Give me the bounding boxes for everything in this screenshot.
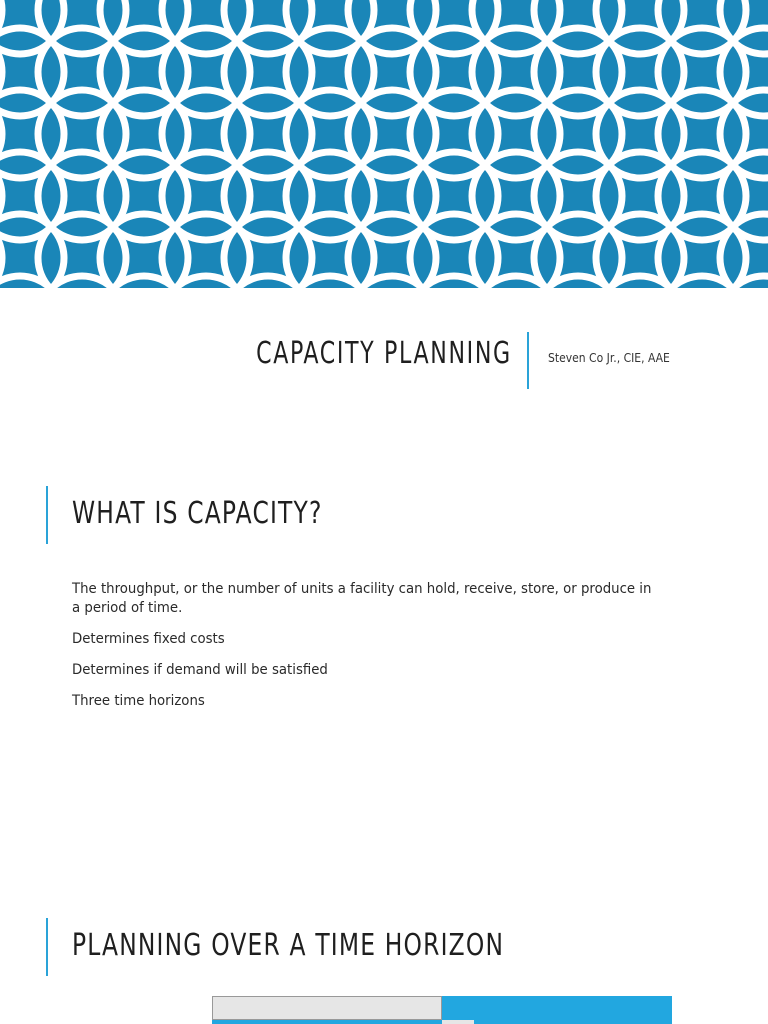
slide-title: PLANNING OVER A TIME HORIZON	[72, 928, 505, 963]
time-horizon-table	[212, 996, 672, 1024]
bullet-item: Three time horizons	[72, 693, 205, 709]
decorative-pattern-banner	[0, 0, 768, 288]
slide-accent-bar	[46, 918, 48, 976]
bullet-item: Determines fixed costs	[72, 631, 225, 647]
slide-title: WHAT IS CAPACITY?	[72, 496, 323, 531]
presentation-author: Steven Co Jr., CIE, AAE	[548, 351, 670, 365]
table-cell	[442, 1020, 474, 1024]
bullet-item: Determines if demand will be satisfied	[72, 662, 328, 678]
table-cell	[442, 996, 672, 1020]
table-cell	[474, 1020, 672, 1024]
slide-accent-bar	[46, 486, 48, 544]
table-cell	[212, 996, 442, 1020]
bullet-item: The throughput, or the number of units a facility can hold, receive, store, or produce in a period of time.	[72, 581, 652, 616]
slide-body	[72, 580, 682, 723]
table-cell	[212, 1020, 442, 1024]
title-divider	[527, 332, 529, 389]
title-slide	[0, 288, 768, 420]
presentation-title: CAPACITY PLANNING	[256, 336, 512, 371]
